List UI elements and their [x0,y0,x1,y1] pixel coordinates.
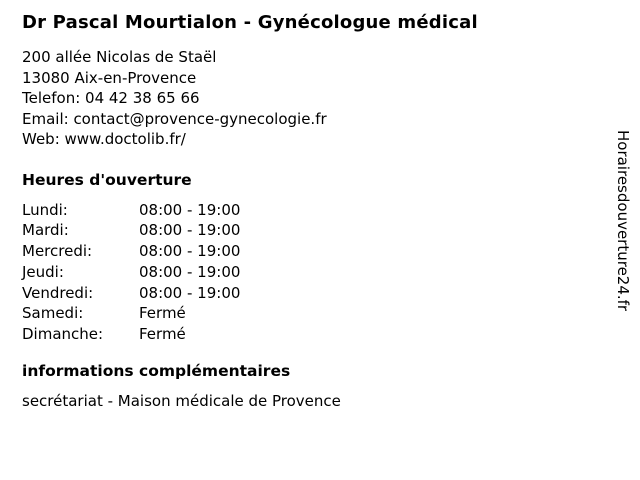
opening-hours-table [22,200,582,346]
day-label: Samedi: [22,304,84,323]
address-street: 200 allée Nicolas de Staël [22,48,217,66]
hours-row-wednesday [22,241,582,262]
day-hours: 08:00 - 19:00 [139,242,241,261]
hours-row-tuesday [22,220,582,241]
day-label: Vendredi: [22,283,94,302]
day-hours: 08:00 - 19:00 [139,283,241,302]
day-label: Dimanche: [22,325,104,344]
additional-info-text: secrétariat - Maison médicale de Provence [22,392,341,411]
address-city: 13080 Aix-en-Provence [22,68,197,87]
day-hours: 08:00 - 19:00 [139,221,241,240]
hours-row-sunday [22,324,582,345]
day-hours: Fermé [139,325,186,344]
opening-hours-heading: Heures d'ouverture [22,170,192,189]
day-hours: Fermé [139,304,186,323]
hours-row-friday [22,283,582,304]
page-title: Dr Pascal Mourtialon - Gynécologue médical [22,12,478,33]
email-line: Email: contact@provence-gynecologie.fr [22,109,327,128]
hours-row-monday [22,200,582,221]
contact-block [22,47,582,150]
day-label: Mercredi: [22,242,93,261]
day-label: Lundi: [22,200,68,219]
additional-info-heading: informations complémentaires [22,362,291,381]
watermark-vertical-text: Horairesdouverture24.fr [614,130,632,312]
day-label: Mardi: [22,221,69,240]
hours-row-thursday [22,262,582,283]
day-hours: 08:00 - 19:00 [139,200,241,219]
hours-row-saturday [22,303,582,324]
phone-line: Telefon: 04 42 38 65 66 [22,89,200,107]
listing-content [22,12,582,411]
day-hours: 08:00 - 19:00 [139,262,241,281]
web-line: Web: www.doctolib.fr/ [22,130,186,148]
day-label: Jeudi: [22,262,64,281]
